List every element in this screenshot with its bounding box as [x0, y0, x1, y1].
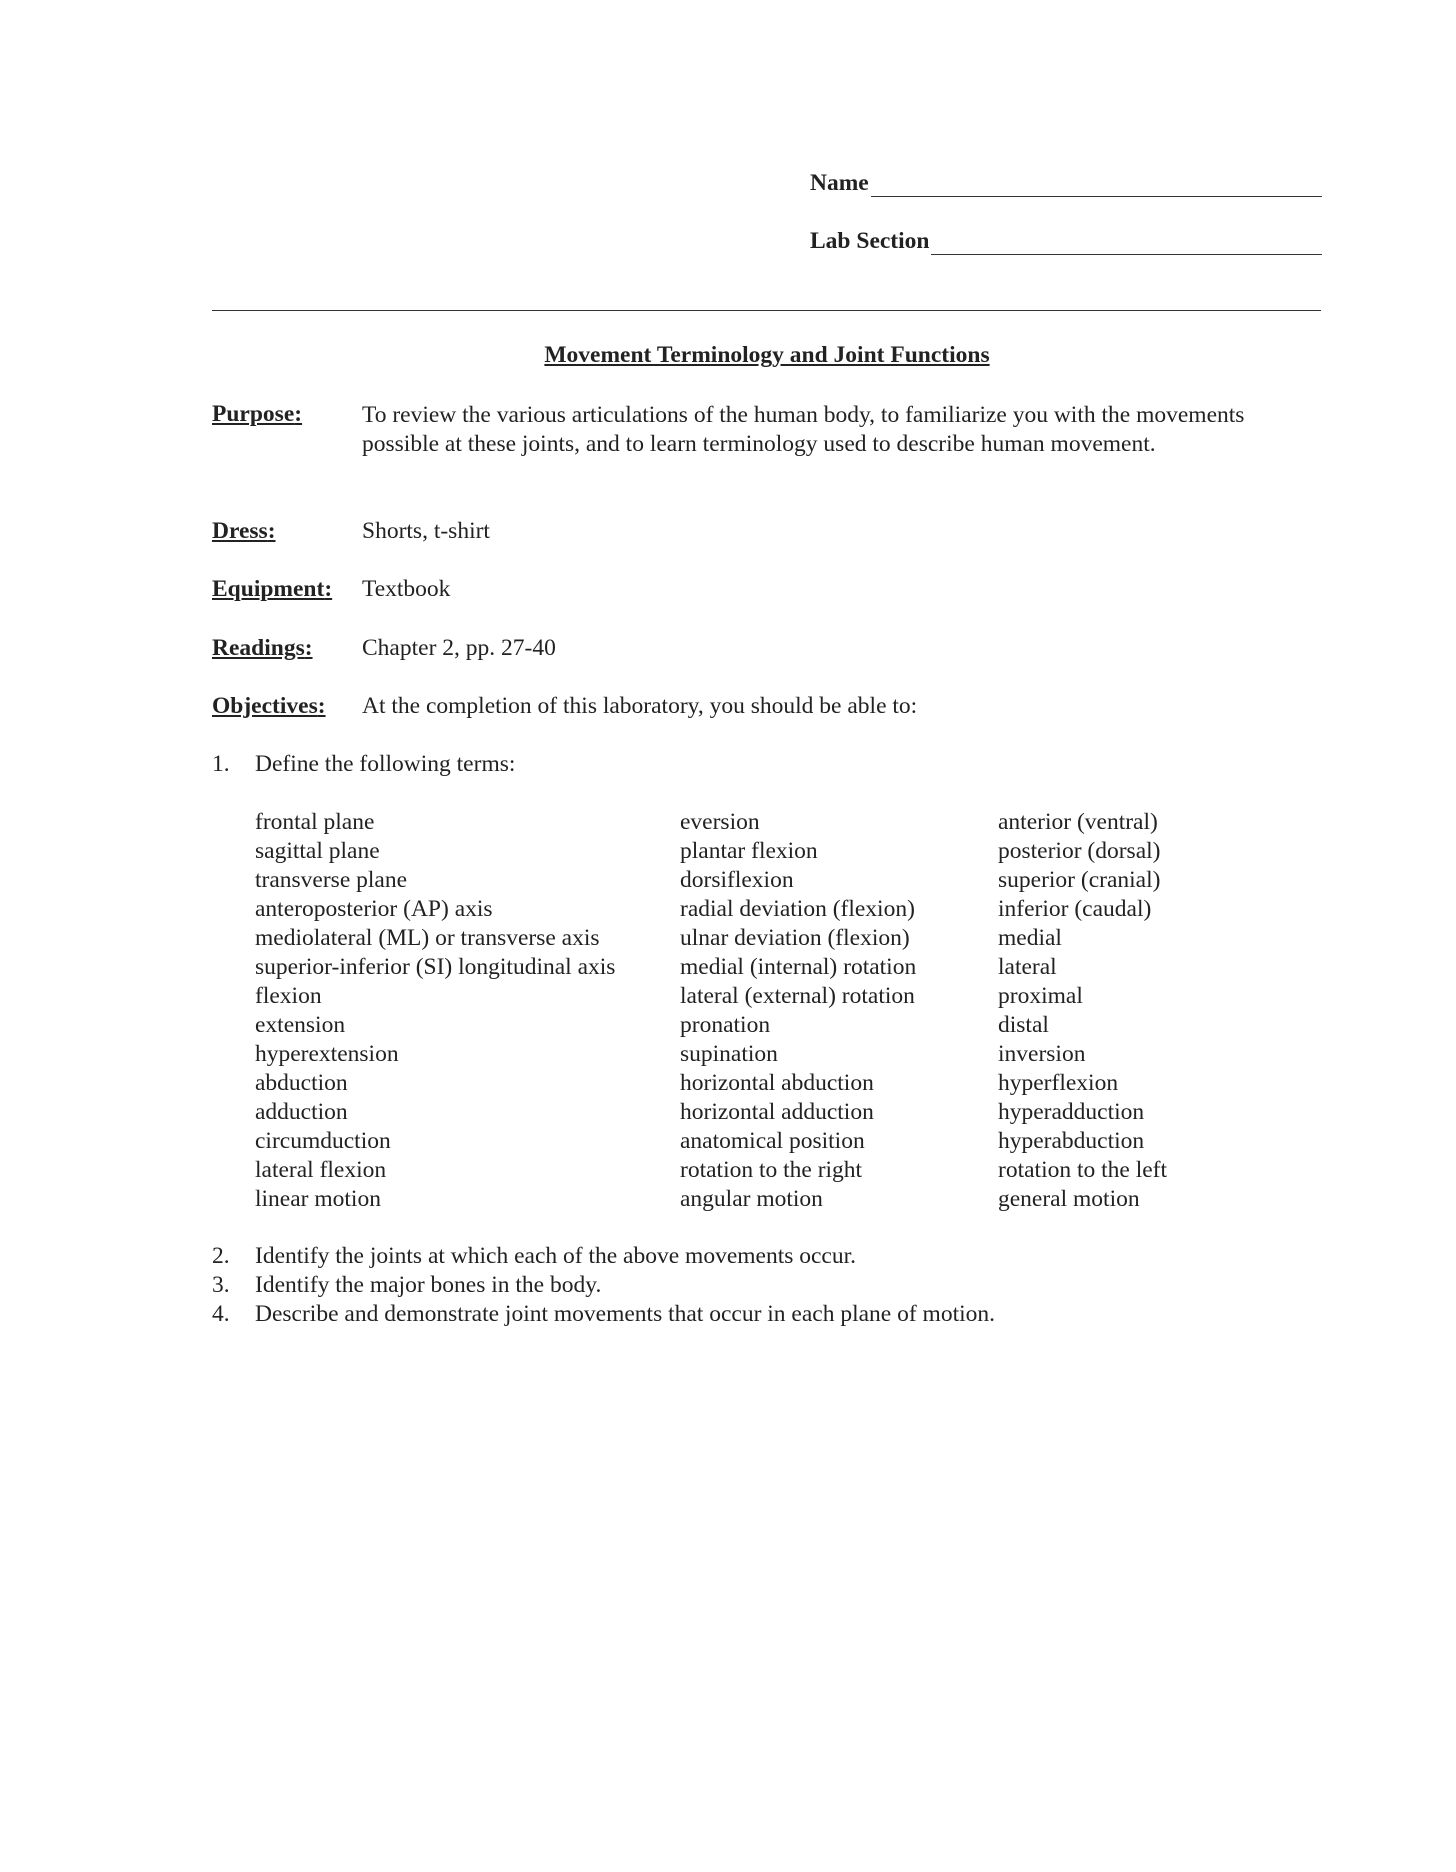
term: transverse plane — [255, 867, 408, 893]
term: medial (internal) rotation — [680, 954, 917, 980]
list-item-text: Define the following terms: — [255, 751, 516, 777]
list-item-number: 1. — [212, 751, 230, 777]
term: linear motion — [255, 1186, 381, 1212]
purpose-text: To review the various articulations of the human body, to familiarize you with the movements possible at these joints, and to learn terminology used to describe human movement. — [362, 402, 1245, 457]
term: flexion — [255, 983, 322, 1009]
header-divider — [212, 310, 1321, 311]
name-label: Name — [810, 170, 869, 196]
page-title: Movement Terminology and Joint Functions — [544, 342, 990, 368]
readings-label: Readings: — [212, 635, 313, 661]
term: angular motion — [680, 1186, 823, 1212]
term: circumduction — [255, 1128, 391, 1154]
term: sagittal plane — [255, 838, 380, 864]
terms-column-1 — [255, 808, 615, 1214]
term: ulnar deviation (flexion) — [680, 925, 910, 951]
term: hyperabduction — [998, 1128, 1145, 1154]
term: hyperadduction — [998, 1099, 1145, 1125]
lab-section-field-row — [810, 228, 1322, 255]
terms-column-2 — [680, 808, 916, 1214]
name-input-line[interactable] — [871, 174, 1322, 197]
list-item-text: Identify the joints at which each of the above movements occur. — [255, 1243, 857, 1269]
terms-column-3 — [998, 808, 1167, 1214]
term: superior (cranial) — [998, 867, 1161, 893]
purpose-label: Purpose: — [212, 401, 303, 427]
term: distal — [998, 1012, 1049, 1038]
term: hyperextension — [255, 1041, 399, 1067]
term: plantar flexion — [680, 838, 818, 864]
term: medial — [998, 925, 1062, 951]
objectives-text: At the completion of this laboratory, you should be able to: — [362, 693, 918, 719]
term: inversion — [998, 1041, 1086, 1067]
term: posterior (dorsal) — [998, 838, 1161, 864]
term: rotation to the right — [680, 1157, 863, 1183]
term: lateral flexion — [255, 1157, 387, 1183]
list-item-number: 3. — [212, 1272, 230, 1298]
term: general motion — [998, 1186, 1140, 1212]
term: radial deviation (flexion) — [680, 896, 915, 922]
term: superior-inferior (SI) longitudinal axis — [255, 954, 616, 980]
term: anteroposterior (AP) axis — [255, 896, 493, 922]
term: frontal plane — [255, 809, 375, 835]
term: lateral (external) rotation — [680, 983, 915, 1009]
equipment-text: Textbook — [362, 576, 451, 602]
list-item-text: Describe and demonstrate joint movements that occur in each plane of motion. — [255, 1301, 996, 1327]
term: extension — [255, 1012, 346, 1038]
term: anterior (ventral) — [998, 809, 1158, 835]
term: dorsiflexion — [680, 867, 794, 893]
term: anatomical position — [680, 1128, 865, 1154]
term: hyperflexion — [998, 1070, 1119, 1096]
term: lateral — [998, 954, 1057, 980]
name-field-row — [810, 170, 1322, 197]
term: eversion — [680, 809, 760, 835]
term: proximal — [998, 983, 1083, 1009]
term: pronation — [680, 1012, 771, 1038]
term: supination — [680, 1041, 778, 1067]
list-item-text: Identify the major bones in the body. — [255, 1272, 602, 1298]
term: horizontal adduction — [680, 1099, 874, 1125]
equipment-label: Equipment: — [212, 576, 333, 602]
term: horizontal abduction — [680, 1070, 874, 1096]
term: rotation to the left — [998, 1157, 1168, 1183]
term: mediolateral (ML) or transverse axis — [255, 925, 600, 951]
objectives-label: Objectives: — [212, 693, 326, 719]
lab-section-label: Lab Section — [810, 228, 930, 254]
list-item-number: 2. — [212, 1243, 230, 1269]
term: abduction — [255, 1070, 348, 1096]
list-item-number: 4. — [212, 1301, 230, 1327]
dress-label: Dress: — [212, 518, 276, 544]
term: adduction — [255, 1099, 348, 1125]
dress-text: Shorts, t-shirt — [362, 518, 490, 544]
lab-section-input-line[interactable] — [931, 232, 1322, 255]
readings-text: Chapter 2, pp. 27-40 — [362, 635, 556, 661]
term: inferior (caudal) — [998, 896, 1152, 922]
